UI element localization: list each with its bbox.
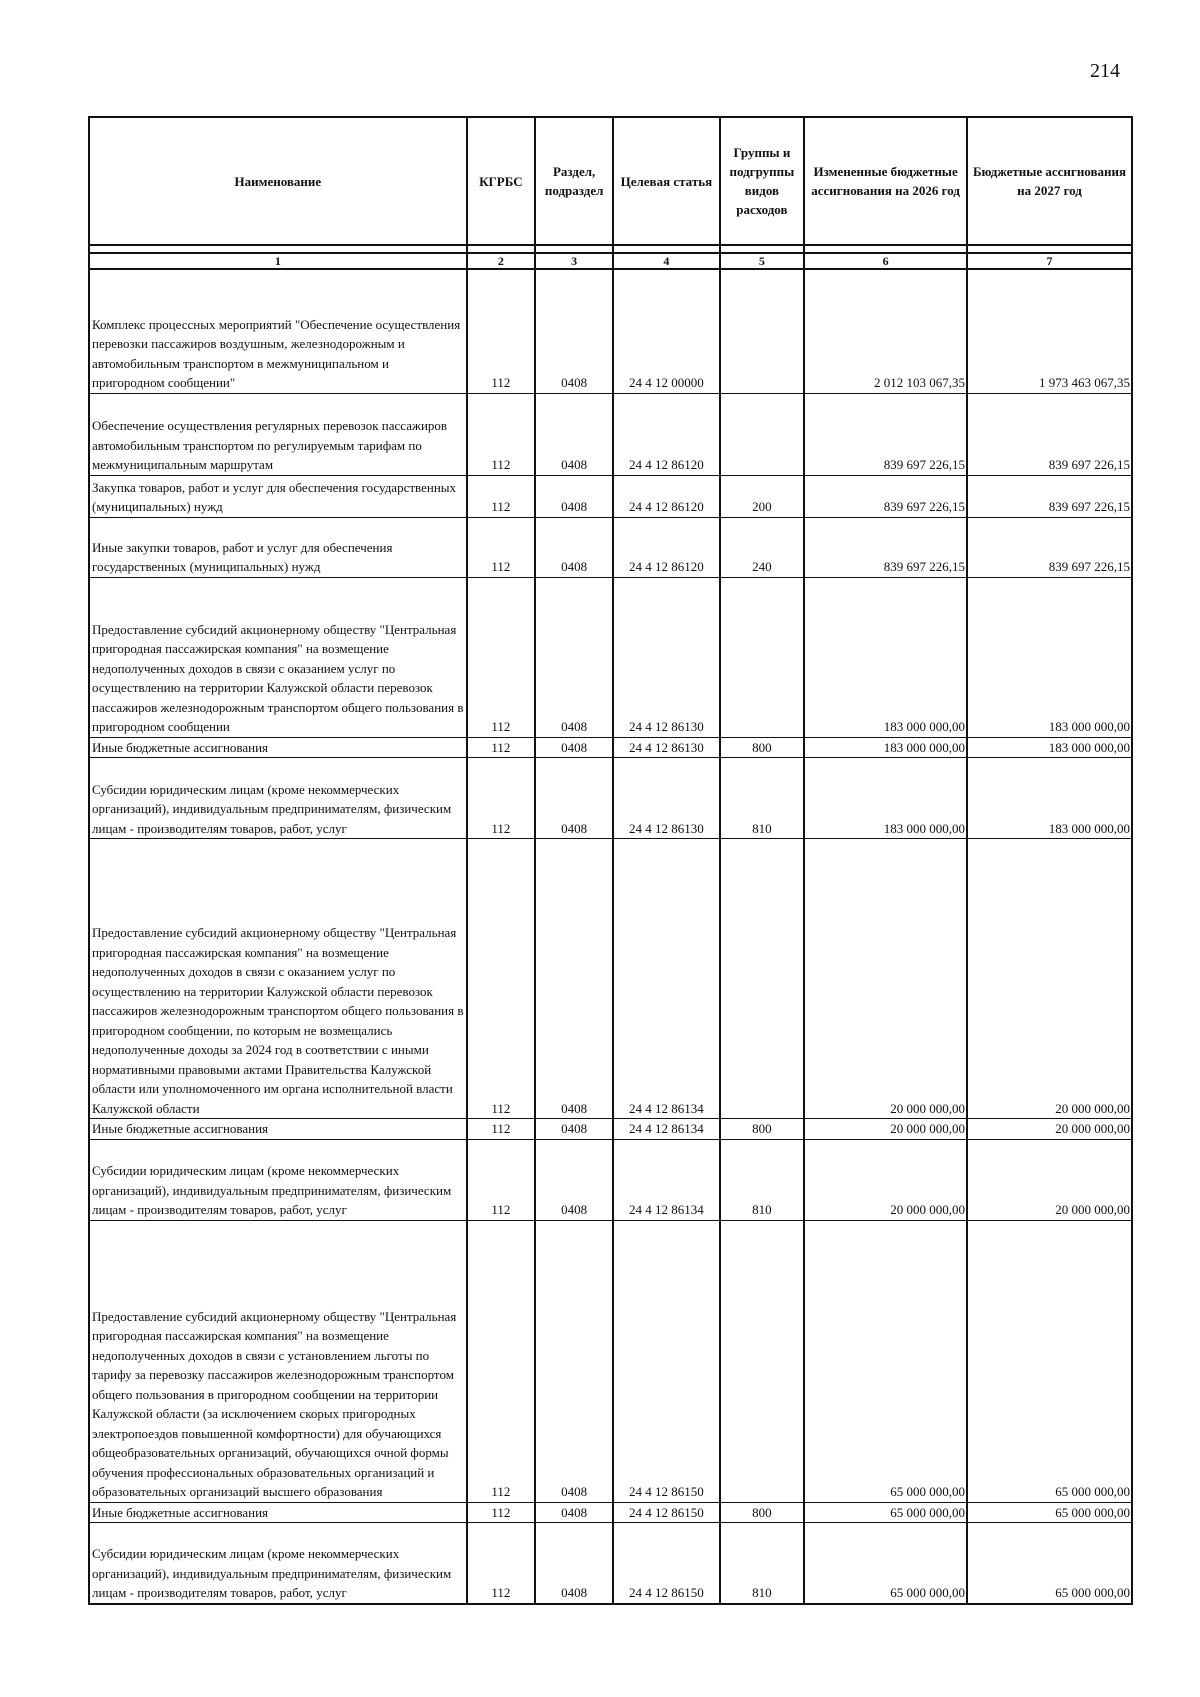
row-article: 24 4 12 86130: [613, 577, 719, 737]
table-row: [89, 517, 1132, 577]
row-expense-group: 800: [720, 1502, 805, 1523]
row-section: 0408: [535, 1523, 613, 1604]
row-article: 24 4 12 86134: [613, 1119, 719, 1140]
row-kgrbs: 112: [467, 1523, 535, 1604]
column-number: 2: [467, 253, 535, 269]
table-row: [89, 475, 1132, 517]
row-section: 0408: [535, 517, 613, 577]
table-row: [89, 737, 1132, 758]
row-article: 24 4 12 86150: [613, 1220, 719, 1502]
row-article: 24 4 12 00000: [613, 269, 719, 393]
row-kgrbs: 112: [467, 839, 535, 1119]
row-name: Иные бюджетные ассигнования: [89, 737, 467, 758]
row-kgrbs: 112: [467, 737, 535, 758]
row-article: 24 4 12 86120: [613, 517, 719, 577]
row-amount-2026: 183 000 000,00: [804, 737, 967, 758]
row-amount-2026: 839 697 226,15: [804, 393, 967, 475]
row-article: 24 4 12 86130: [613, 737, 719, 758]
budget-table: [88, 116, 1133, 1605]
column-number: 3: [535, 253, 613, 269]
column-number: 5: [720, 253, 805, 269]
table-row: [89, 1523, 1132, 1604]
row-article: 24 4 12 86134: [613, 1139, 719, 1220]
row-section: 0408: [535, 1119, 613, 1140]
header-name: Наименование: [89, 117, 467, 245]
row-amount-2027: 20 000 000,00: [967, 1119, 1132, 1140]
row-name: Предоставление субсидий акционерному обществу "Центральная пригородная пассажирская компания" на возмещение недополученных доходов в связи с установлением льготы по тарифу за перевозку пассажиров железнодорожным транспортом общего пользования в пригородном сообщении на территории Калужской области (за исключением скорых пригородных электропоездов повышенной комфортности) для обучающихся общеобразовательных организаций, обучающихся очной формы обучения профессиональных образовательных организаций и образовательных организаций высшего образования: [89, 1220, 467, 1502]
row-name: Предоставление субсидий акционерному обществу "Центральная пригородная пассажирская компания" на возмещение недополученных доходов в связи с оказанием услуг по осуществлению на территории Калужской области перевозок пассажиров железнодорожным транспортом общего пользования в пригородном сообщении: [89, 577, 467, 737]
row-kgrbs: 112: [467, 269, 535, 393]
row-section: 0408: [535, 475, 613, 517]
row-amount-2026: 183 000 000,00: [804, 758, 967, 839]
row-amount-2027: 839 697 226,15: [967, 475, 1132, 517]
row-section: 0408: [535, 577, 613, 737]
table-row: [89, 577, 1132, 737]
row-expense-group: 200: [720, 475, 805, 517]
row-section: 0408: [535, 1220, 613, 1502]
row-kgrbs: 112: [467, 1502, 535, 1523]
table-row: [89, 758, 1132, 839]
row-expense-group: [720, 839, 805, 1119]
row-kgrbs: 112: [467, 1119, 535, 1140]
table-row: [89, 1502, 1132, 1523]
row-name: Иные бюджетные ассигнования: [89, 1119, 467, 1140]
row-section: 0408: [535, 393, 613, 475]
row-amount-2026: 65 000 000,00: [804, 1502, 967, 1523]
row-expense-group: [720, 1220, 805, 1502]
row-kgrbs: 112: [467, 1139, 535, 1220]
row-article: 24 4 12 86134: [613, 839, 719, 1119]
header-2026: Измененные бюджетные ассигнования на 2026 год: [804, 117, 967, 245]
row-amount-2027: 65 000 000,00: [967, 1523, 1132, 1604]
table-row: [89, 1119, 1132, 1140]
table-row: [89, 1139, 1132, 1220]
header-section: Раздел, подраздел: [535, 117, 613, 245]
row-article: 24 4 12 86120: [613, 393, 719, 475]
row-name: Предоставление субсидий акционерному обществу "Центральная пригородная пассажирская компания" на возмещение недополученных доходов в связи с оказанием услуг по осуществлению на территории Калужской области перевозок пассажиров железнодорожным транспортом общего пользования в пригородном сообщении, по которым не возмещались недополученные доходы за 2024 год в соответствии с иными нормативными правовыми актами Правительства Калужской области или уполномоченного им органа исполнительной власти Калужской области: [89, 839, 467, 1119]
table-row: [89, 839, 1132, 1119]
row-amount-2026: 839 697 226,15: [804, 517, 967, 577]
row-amount-2026: 65 000 000,00: [804, 1523, 967, 1604]
row-section: 0408: [535, 839, 613, 1119]
row-expense-group: 240: [720, 517, 805, 577]
header-article: Целевая статья: [613, 117, 719, 245]
row-article: 24 4 12 86150: [613, 1523, 719, 1604]
row-kgrbs: 112: [467, 758, 535, 839]
row-section: 0408: [535, 269, 613, 393]
row-amount-2027: 20 000 000,00: [967, 1139, 1132, 1220]
row-article: 24 4 12 86150: [613, 1502, 719, 1523]
row-name: Субсидии юридическим лицам (кроме некоммерческих организаций), индивидуальным предпринимателям, физическим лицам - производителям товаров, работ, услуг: [89, 1523, 467, 1604]
row-expense-group: [720, 577, 805, 737]
row-expense-group: 800: [720, 1119, 805, 1140]
row-section: 0408: [535, 1502, 613, 1523]
row-expense-group: [720, 269, 805, 393]
row-amount-2026: 20 000 000,00: [804, 1139, 967, 1220]
header-expense-group: Группы и подгруппы видов расходов: [720, 117, 805, 245]
row-amount-2026: 839 697 226,15: [804, 475, 967, 517]
row-amount-2026: 20 000 000,00: [804, 839, 967, 1119]
row-article: 24 4 12 86120: [613, 475, 719, 517]
row-kgrbs: 112: [467, 577, 535, 737]
row-amount-2026: 2 012 103 067,35: [804, 269, 967, 393]
row-kgrbs: 112: [467, 393, 535, 475]
row-kgrbs: 112: [467, 1220, 535, 1502]
row-section: 0408: [535, 758, 613, 839]
row-amount-2026: 20 000 000,00: [804, 1119, 967, 1140]
row-name: Обеспечение осуществления регулярных перевозок пассажиров автомобильным транспортом по регулируемым тарифам по межмуниципальным маршрутам: [89, 393, 467, 475]
header-row: [89, 117, 1132, 245]
column-number: 7: [967, 253, 1132, 269]
row-expense-group: 810: [720, 1139, 805, 1220]
row-amount-2027: 65 000 000,00: [967, 1220, 1132, 1502]
row-expense-group: [720, 393, 805, 475]
row-name: Закупка товаров, работ и услуг для обеспечения государственных (муниципальных) нужд: [89, 475, 467, 517]
column-number: 4: [613, 253, 719, 269]
table-row: [89, 393, 1132, 475]
page-number: 214: [1090, 60, 1120, 82]
row-section: 0408: [535, 1139, 613, 1220]
row-name: Иные закупки товаров, работ и услуг для обеспечения государственных (муниципальных) нужд: [89, 517, 467, 577]
row-amount-2027: 183 000 000,00: [967, 737, 1132, 758]
row-expense-group: 810: [720, 1523, 805, 1604]
row-expense-group: 800: [720, 737, 805, 758]
row-amount-2027: 839 697 226,15: [967, 517, 1132, 577]
column-number: 6: [804, 253, 967, 269]
row-amount-2027: 183 000 000,00: [967, 577, 1132, 737]
row-kgrbs: 112: [467, 517, 535, 577]
row-expense-group: 810: [720, 758, 805, 839]
row-section: 0408: [535, 737, 613, 758]
column-number-row: [89, 253, 1132, 269]
row-amount-2027: 65 000 000,00: [967, 1502, 1132, 1523]
row-kgrbs: 112: [467, 475, 535, 517]
row-name: Комплекс процессных мероприятий "Обеспечение осуществления перевозки пассажиров воздушным, железнодорожным и автомобильным транспортом в межмуниципальном и пригородном сообщении": [89, 269, 467, 393]
row-amount-2027: 183 000 000,00: [967, 758, 1132, 839]
header-kgrbs: КГРБС: [467, 117, 535, 245]
row-name: Субсидии юридическим лицам (кроме некоммерческих организаций), индивидуальным предпринимателям, физическим лицам - производителям товаров, работ, услуг: [89, 1139, 467, 1220]
table-row: [89, 1220, 1132, 1502]
row-name: Субсидии юридическим лицам (кроме некоммерческих организаций), индивидуальным предпринимателям, физическим лицам - производителям товаров, работ, услуг: [89, 758, 467, 839]
row-amount-2026: 65 000 000,00: [804, 1220, 967, 1502]
row-name: Иные бюджетные ассигнования: [89, 1502, 467, 1523]
header-2027: Бюджетные ассигнования на 2027 год: [967, 117, 1132, 245]
row-amount-2026: 183 000 000,00: [804, 577, 967, 737]
row-article: 24 4 12 86130: [613, 758, 719, 839]
table-row: [89, 269, 1132, 393]
row-amount-2027: 839 697 226,15: [967, 393, 1132, 475]
row-amount-2027: 1 973 463 067,35: [967, 269, 1132, 393]
row-amount-2027: 20 000 000,00: [967, 839, 1132, 1119]
column-number: 1: [89, 253, 467, 269]
